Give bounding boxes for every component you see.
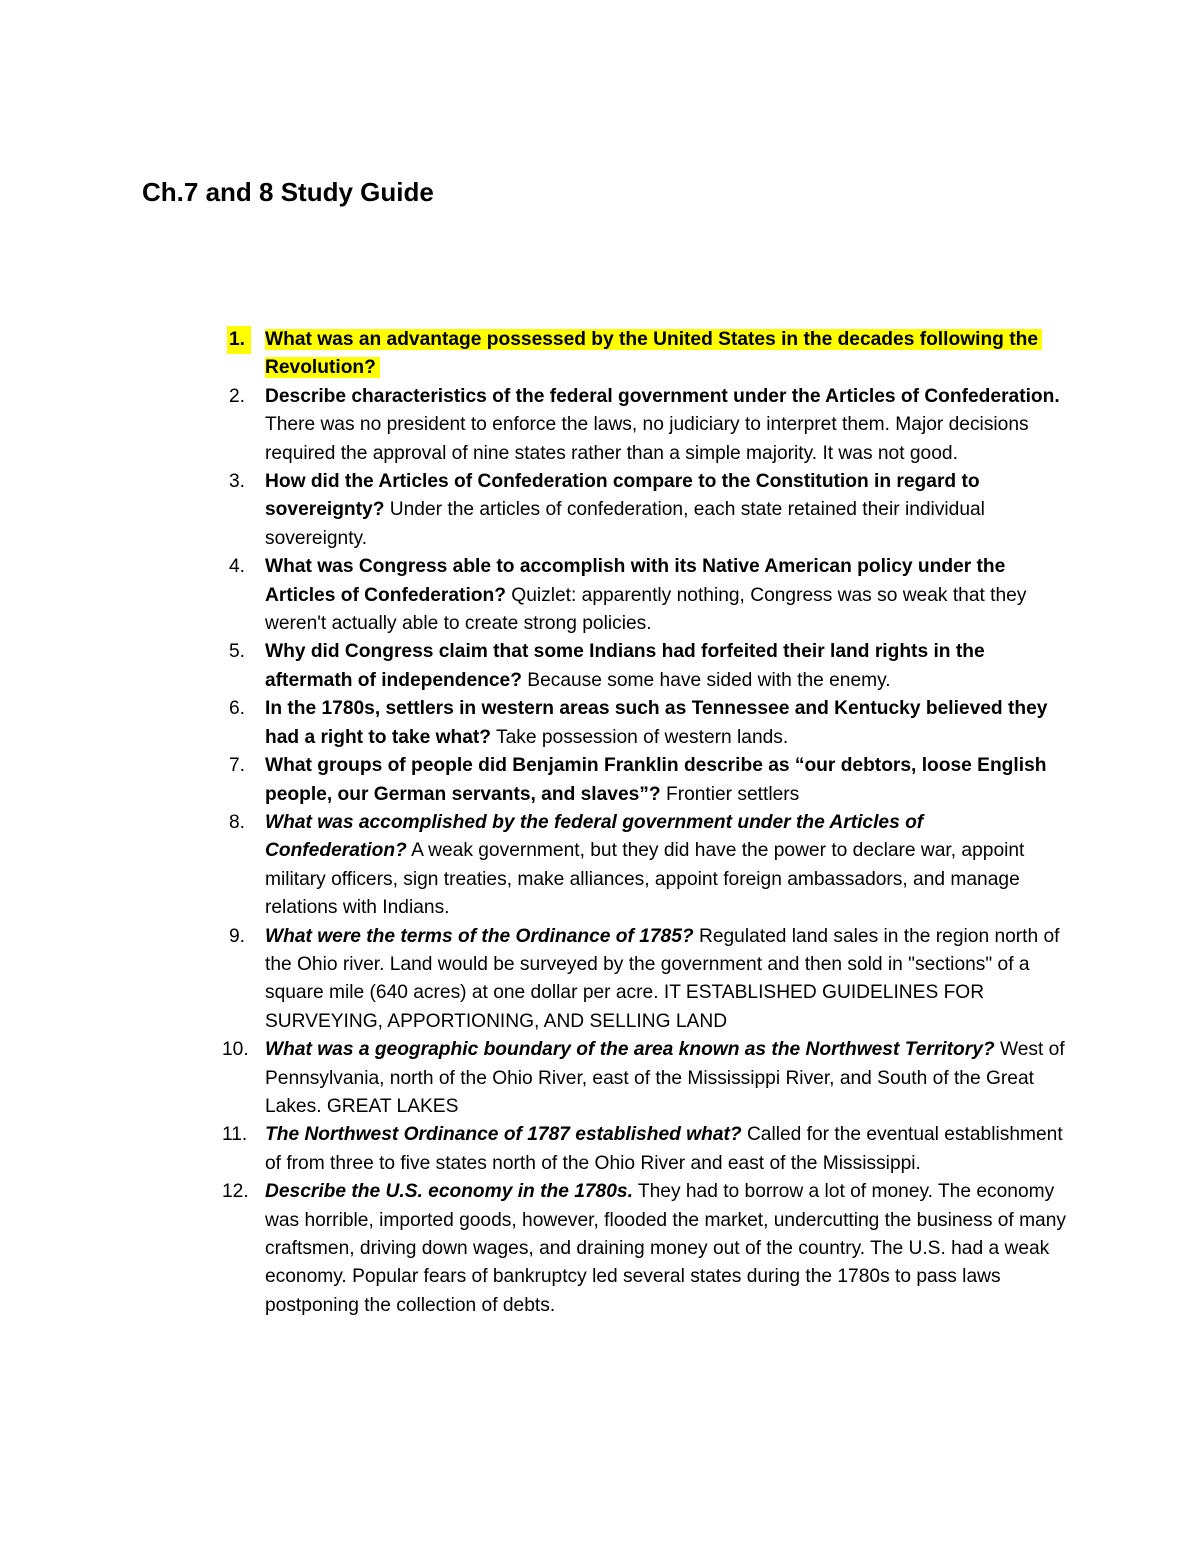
item-number: 5. — [229, 641, 246, 663]
list-item — [0, 695, 1200, 752]
answer-text: Quizlet: apparently nothing, Congress was so weak that they weren't actually able to create strong policies. — [265, 584, 1027, 635]
question-text: What was accomplished by the federal government under the Articles of Confederation? — [265, 811, 924, 862]
list-item — [0, 923, 1200, 1037]
item-number: 1. — [227, 326, 251, 354]
question-text: Describe characteristics of the federal government under the Articles of Confederation. — [265, 385, 1060, 407]
list-item — [0, 752, 1200, 809]
list-item — [0, 468, 1200, 553]
answer-text: Called for the eventual establishment of from three to five states north of the Ohio River and east of the Mississippi. — [265, 1124, 1063, 1174]
item-number: 3. — [229, 471, 246, 493]
question-text: How did the Articles of Confederation compare to the Constitution in regard to sovereignty? — [265, 471, 980, 521]
list-item — [0, 553, 1200, 638]
list-item — [0, 326, 1200, 383]
list-item — [0, 383, 1200, 468]
list-item — [0, 1121, 1200, 1178]
question-text: The Northwest Ordinance of 1787 established what? — [265, 1124, 742, 1146]
answer-text: West of Pennsylvania, north of the Ohio River, east of the Mississippi River, and South of the Great Lakes. GREAT LAKES — [265, 1039, 1065, 1117]
answer-text: Regulated land sales in the region north of the Ohio river. Land would be surveyed by the government and then sold in "sections" of a square mile (640 acres) at one dollar per acre. IT ESTABLISHED GUIDELINES FOR SURVEYING, APPORTIONING, AND SELLING LAND — [265, 925, 1060, 1032]
item-number: 4. — [229, 556, 246, 578]
question-text: What was a geographic boundary of the area known as the Northwest Territory? — [265, 1039, 995, 1061]
answer-text: Under the articles of confederation, each state retained their individual sovereignty. — [265, 499, 985, 549]
answer-text: There was no president to enforce the laws, no judiciary to interpret them. Major decisions required the approval of nine states rather than a simple majority. It was not good. — [265, 414, 1029, 464]
list-item — [0, 1036, 1200, 1121]
answer-text: Frontier settlers — [665, 783, 800, 805]
question-text: What was Congress able to accomplish with its Native American policy under the Articles of Confederation? — [265, 556, 1006, 606]
item-number: 11. — [222, 1124, 248, 1146]
question-text: Why did Congress claim that some Indians had forfeited their land rights in the aftermath of independence? — [265, 641, 985, 691]
question-text: What groups of people did Benjamin Franklin describe as “our debtors, loose English people, our German servants, and slaves”? — [265, 755, 1047, 805]
item-number: 8. — [229, 811, 246, 833]
question-text: What were the terms of the Ordinance of 1785? — [265, 925, 694, 947]
question-text: What was an advantage possessed by the United States in the decades following the Revolution? — [265, 329, 1042, 378]
answer-text: A weak government, but they did have the power to declare war, appoint military officers, sign treaties, make alliances, appoint foreign ambassadors, and manage relations with Indians. — [265, 840, 1025, 919]
question-list — [0, 326, 1200, 1320]
answer-text: Take possession of western lands. — [496, 726, 789, 748]
list-item — [0, 1178, 1200, 1320]
item-number: 12. — [222, 1181, 249, 1203]
answer-text: They had to borrow a lot of money. The economy was horrible, imported goods, however, flooded the market, undercutting the business of many craftsmen, driving down wages, and draining money out of the country. The U.S. had a weak economy. Popular fears of bankruptcy led several states during the 1780s to pass laws postponing the collection of debts. — [265, 1181, 1066, 1316]
item-number: 7. — [229, 755, 246, 777]
item-number: 9. — [229, 925, 246, 947]
question-text: In the 1780s, settlers in western areas such as Tennessee and Kentucky believed they had a right to take what? — [265, 698, 1048, 748]
list-item — [0, 638, 1200, 695]
page-title: Ch.7 and 8 Study Guide — [142, 177, 434, 207]
item-number: 6. — [229, 698, 246, 720]
item-number: 2. — [229, 385, 246, 407]
question-text: Describe the U.S. economy in the 1780s. — [265, 1181, 633, 1203]
answer-text: Because some have sided with the enemy. — [527, 669, 891, 691]
item-number: 10. — [222, 1039, 249, 1061]
list-item — [0, 809, 1200, 923]
